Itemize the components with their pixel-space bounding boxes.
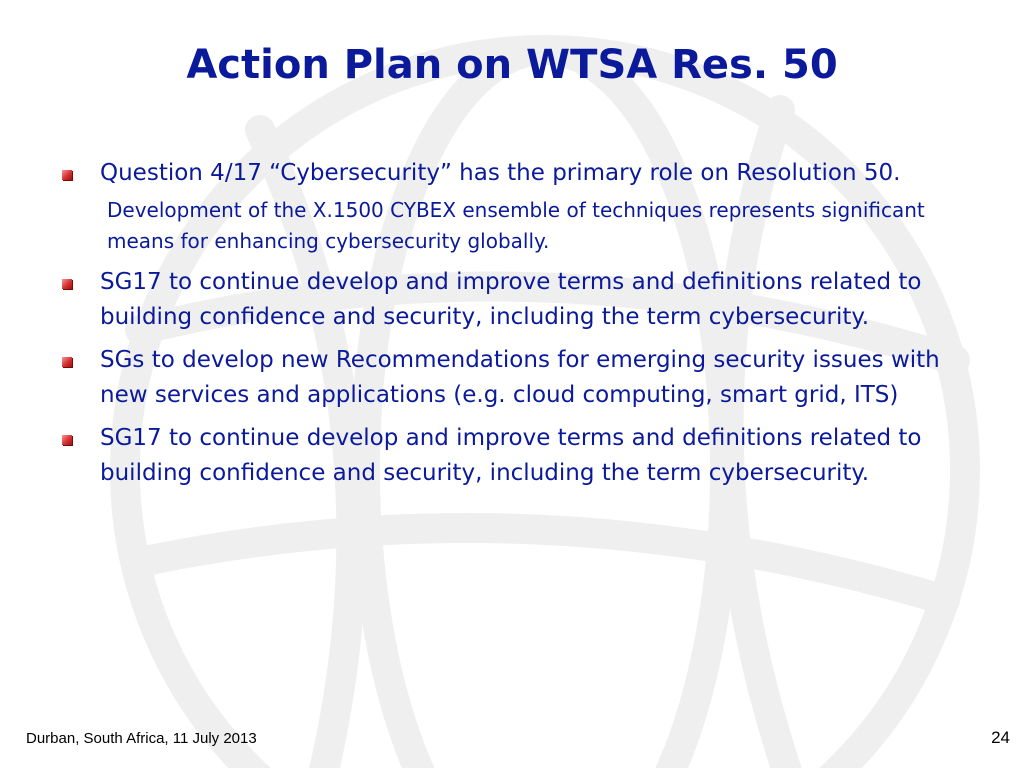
square-bullet-icon [62, 279, 72, 289]
sub-point-text: Development of the X.1500 CYBEX ensemble of techniques represents significant means for enhancing cybersecurity globally. [107, 198, 925, 253]
bullet-text: Question 4/17 “Cybersecurity” has the primary role on Resolution 50. [100, 160, 901, 186]
footer-location-date: Durban, South Africa, 11 July 2013 [26, 730, 257, 747]
square-bullet-icon [62, 170, 72, 180]
square-bullet-icon [62, 357, 72, 367]
bullet-item [62, 156, 992, 191]
slide-title: Action Plan on WTSA Res. 50 [186, 42, 838, 88]
bullet-text: SGs to develop new Recommendations for emerging security issues with new services and applications (e.g. cloud computing, smart grid, ITS) [100, 347, 940, 408]
bullet-item [62, 343, 992, 413]
bullet-list [62, 156, 992, 491]
bullet-text: SG17 to continue develop and improve terms and definitions related to building confidence and security, including the term cybersecurity. [100, 425, 922, 486]
bullet-item [62, 265, 992, 335]
page-number: 24 [991, 728, 1010, 747]
bullet-item [62, 421, 992, 491]
square-bullet-icon [62, 435, 72, 445]
bullet-text: SG17 to continue develop and improve terms and definitions related to building confidence and security, including the term cybersecurity. [100, 269, 922, 330]
